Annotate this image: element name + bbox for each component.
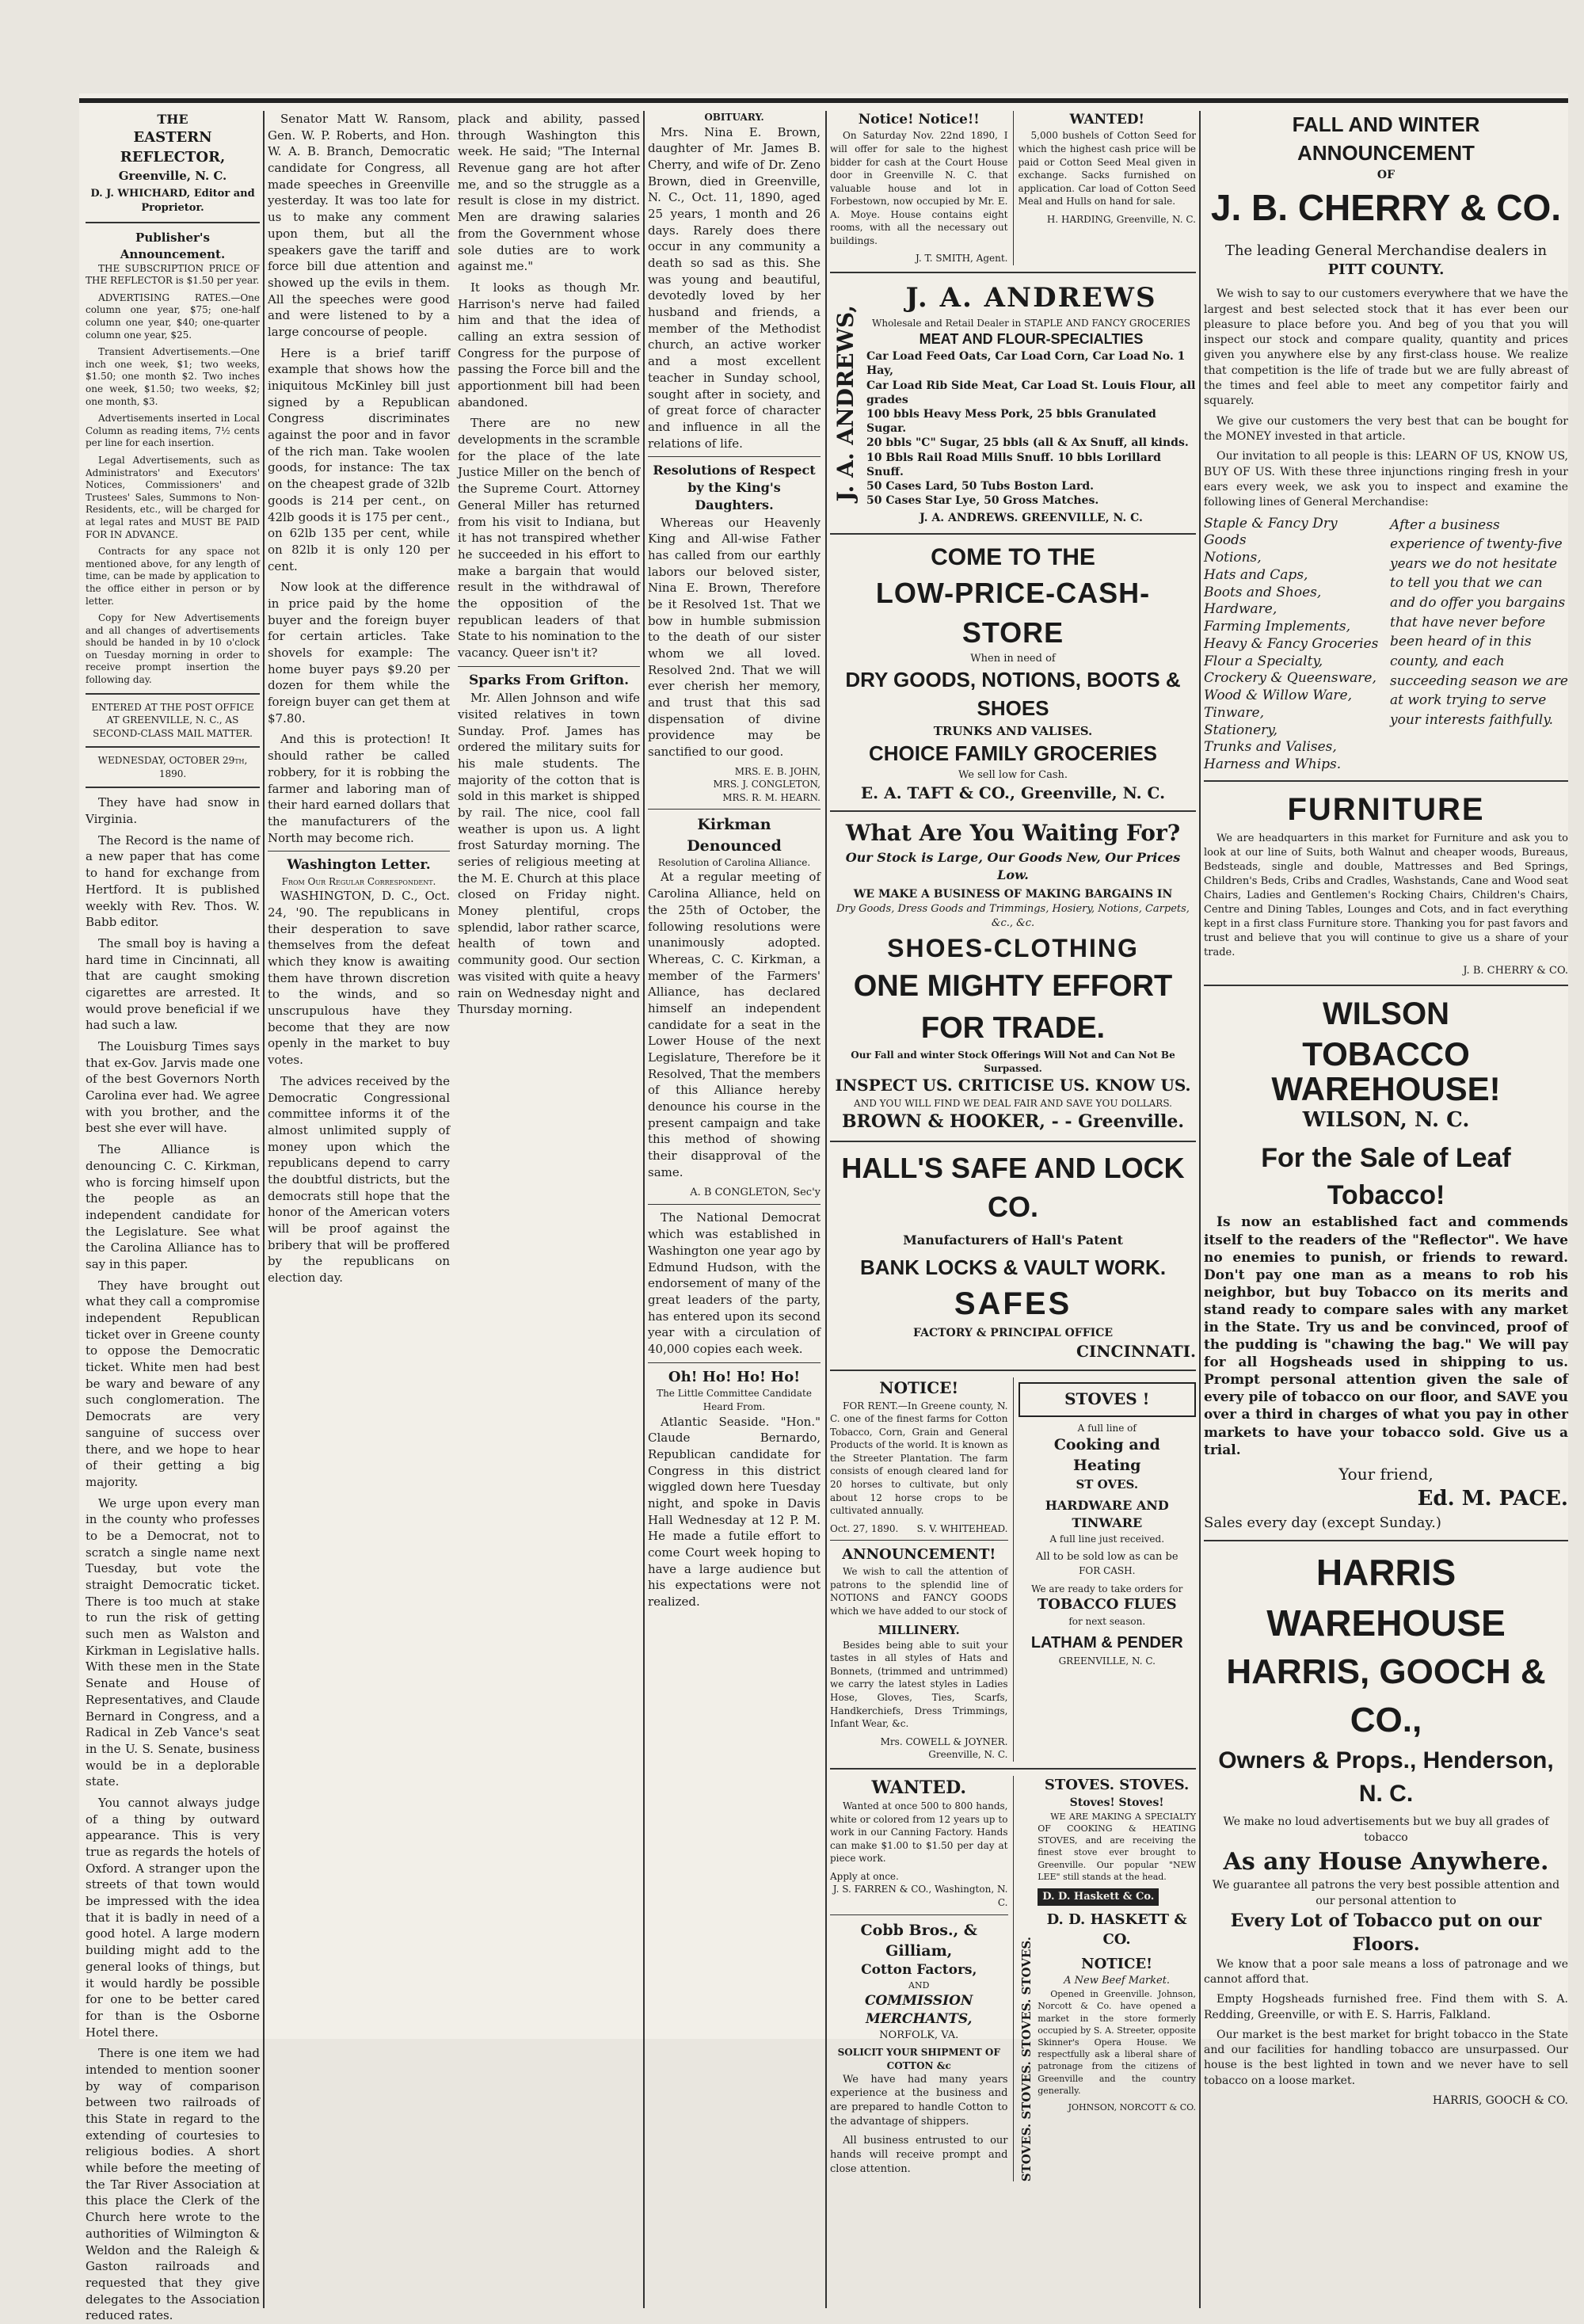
column-4 [830, 111, 1196, 2308]
washington-letter-sub: From Our Regular Correspondent. [281, 875, 436, 887]
notice-body: On Saturday Nov. 22nd 1890, I will offer for sale to the highest bidder for cash at the Court House door in Greenville N. C. that valuable house and lot in Forbestown, now occupied by Mr. E. A. Moye. House contains eight rooms, with all the necessary out buildings. [830, 130, 1008, 246]
andrews-item: 20 bbls "C" Sugar, 25 bbls (all & Ax Snuff, all kinds. [866, 436, 1189, 450]
harris-know: We know that a poor sale means a loss of patronage and we cannot afford that. [1204, 1957, 1568, 1986]
cobb-body: We have had many years experience at the business and are prepared to handle Cotton to the advantage of shippers. [830, 2073, 1008, 2128]
merch-line: Trunks and Valises, [1204, 739, 1337, 756]
wilson-signer: Ed. M. PACE. [1417, 1487, 1568, 1511]
masthead-paper: EASTERN REFLECTOR, [120, 129, 226, 166]
paragraph: Here is a brief tariff example that shows how the iniquitous McKinley bill just signed by a Republican Congress discriminates against the poor and in favor of the rich man. Take woolen goods, for instance: The tax on the cheapest grade of 32lb goods is 214 per cent., on 42lb goods it is 175 per cent., on 62lb 135 per cent, while on 82lb it is only 120 per cent. [268, 345, 450, 573]
taft-name: E. A. TAFT & CO., Greenville, N. C. [860, 783, 1166, 802]
oh-sub: The Little Committee Candidate Heard From. [657, 1388, 812, 1413]
notice3-body: Opened in Greenville. Johnson, Norcott & Co. have opened a market in the store formerly occupied by S. A. Streeter, opposite Skinner's Opera House. We respectfully ask a liberal share of patronage from the citizens of Greenville and the country generally. [1038, 1989, 1196, 2096]
cherry-of: OF [1376, 168, 1396, 181]
brown-fair: AND YOU WILL FIND WE DEAL FAIR AND SAVE YOU DOLLARS. [854, 1097, 1172, 1109]
andrews-item: 100 bbls Heavy Mess Pork, 25 bbls Granulated Sugar. [866, 407, 1156, 436]
signer: MRS. E. B. JOHN, [734, 765, 821, 777]
taft-store: LOW-PRICE-CASH-STORE [875, 576, 1151, 649]
notice2-date: Oct. 27, 1890. [830, 1522, 899, 1534]
haskett-vertical: STOVES. STOVES. STOVES. STOVES. [1019, 1936, 1034, 2182]
annc-body: We wish to call the attention of patrons to the splendid line of NOTIONS and FANCY GOODS which we have added to our stock of [830, 1565, 1008, 1617]
paragraph: Atlantic Seaside. "Hon." Claude Bernardo, Republican candidate for Congress in this district wiggled down here Tuesday night, and spoke in Davis Hall Wednesday at 12 P. M. He made a futile effort to come Court week hoping to have a large audience but his expectations were not realized. [648, 1414, 821, 1610]
furniture-title: FURNITURE [1287, 791, 1485, 827]
announcement-local: Advertisements inserted in Local Column as reading items, 7½ cents per line for each insertion. [86, 413, 260, 449]
haskett-sub: Stoves! Stoves! [1069, 1796, 1164, 1809]
stoves-cook: Cooking and Heating [1053, 1436, 1160, 1475]
harris-every: Every Lot of Tobacco put on our Floors. [1230, 1910, 1542, 1956]
paragraph: The small boy is having a hard time in Cincinnati, all that are caught smoking cigarettes are arrested. It would prove beneficial if we had such a law. [86, 935, 260, 1033]
wilson-title: WILSON [1323, 996, 1449, 1032]
announcement-copy: Copy for New Advertisements and all changes of advertisements should be handed in by 10 o'clock on Tuesday morning in order to receive prompt insertion the following day. [86, 612, 260, 686]
annc-title: ANNOUNCEMENT! [842, 1546, 996, 1564]
andrews-item: 50 Cases Lard, 50 Tubs Boston Lard. [866, 479, 1095, 493]
haskett-firm2: D. D. HASKETT & CO. [1046, 1911, 1187, 1948]
haskett-body: WE ARE MAKING A SPECIALTY OF COOKING & HEATING STOVES, and are receiving the finest stove ever brought to Greenville. Our popular "NEW LEE" still stands at the head. [1038, 1811, 1196, 1882]
stoves-ready: We are ready to take orders for [1031, 1583, 1183, 1594]
andrews-footer: J. A. ANDREWS. GREENVILLE, N. C. [920, 512, 1143, 525]
haskett-firm: D. D. Haskett & Co. [1038, 1888, 1159, 1906]
stoves-flues: TOBACCO FLUES [1037, 1596, 1177, 1613]
cobb-sub: Cotton Factors, [861, 1961, 977, 1978]
merch-line: Harness and Whips. [1204, 756, 1342, 773]
stoves-cash: FOR CASH. [1079, 1564, 1136, 1576]
merch-line: Tinware, [1204, 704, 1265, 721]
taft-dry: DRY GOODS, NOTIONS, BOOTS & SHOES [845, 668, 1181, 721]
cobb-solicit: SOLICIT YOUR SHIPMENT OF COTTON &c [837, 2047, 1000, 2071]
merch-line: Notions, [1204, 550, 1262, 566]
brown-business: WE MAKE A BUSINESS OF MAKING BARGAINS IN [853, 887, 1173, 901]
paragraph: At a regular meeting of Carolina Alliance, held on the 25th of October, the following resolutions were unanimously adopted. Whereas, C. C. Kirkman, a member of the Farmers' Alliance, has declared himself an independent candidate for a seat in the Lower House of the next Legislature, Therefore be it Resolved, That the members of this Alliance hereby denounce his course in the present campaign and take this method of showing their disapproval of the same. [648, 870, 821, 1179]
paragraph: The National Democrat which was established in Washington one year ago by Edmund Hudson, with the endorsement of many of the great leaders of the party, has entered upon its second year with a circulation of 40,000 copies each week. [648, 1210, 821, 1356]
notice3-signer: JOHNSON, NORCOTT & CO. [1068, 2101, 1196, 2113]
halls-city: CINCINNATI. [1076, 1342, 1196, 1362]
taft-come: COME TO THE [931, 543, 1095, 570]
wilson-sale: For the Sale of Leaf Tobacco! [1261, 1142, 1511, 1210]
wanted2-signer: J. S. FARREN & CO., Washington, N. C. [832, 1884, 1008, 1908]
paragraph: You cannot always judge of a thing by outward appearance. This is very true as regards the hotels of Oxford. A stranger upon the streets of that town would be impressed with the idea that it is badly in need of a good hotel. A large modern building might add to the general looks of things, but it would hardly be possible for one to be better cared for than is the Osborne Hotel there. [86, 1795, 260, 2040]
notice3-sub: A New Beef Market. [1064, 1975, 1171, 1987]
taft-groceries: CHOICE FAMILY GROCERIES [868, 741, 1158, 765]
cobb-title: Cobb Bros., & Gilliam, [860, 1921, 977, 1960]
stoves-firm: LATHAM & PENDER [1030, 1634, 1183, 1652]
wilson-city: WILSON, N. C. [1302, 1107, 1470, 1132]
annc-more: Besides being able to suit your tastes in all styles of Hats and Bonnets, (trimmed and untrimmed) we carry the latest styles in Ladies Hose, Gloves, Ties, Scarfs, Handkerchiefs, Dress Trimmings, Infant Wear, &c. [830, 1639, 1008, 1730]
kirkman-heading: Kirkman Denounced [687, 816, 782, 855]
wilson-daily: Sales every day (except Sunday.) [1204, 1514, 1441, 1532]
notice2-signer: S. V. WHITEHEAD. [916, 1522, 1008, 1534]
merch-line: Crockery & Queensware, [1204, 670, 1376, 687]
top-rule [79, 98, 1568, 103]
merch-line: Hardware, [1204, 601, 1277, 618]
halls-factory: FACTORY & PRINCIPAL OFFICE [912, 1327, 1114, 1340]
taft-trunks: TRUNKS AND VALISES. [933, 724, 1093, 738]
cherry-experience: After a business experience of twenty-five years we do not hesitate to tell you that we can and do offer you bargains that have never before been heard of in this county, and each succeeding season we are at work trying to serve your interests faithfully. [1390, 516, 1568, 728]
obituary-heading: OBITUARY. [704, 112, 764, 123]
harris-signer: HARRIS, GOOCH & CO. [1432, 2094, 1568, 2108]
brown-shoes: SHOES-CLOTHING [887, 934, 1139, 963]
kirkman-sub: Resolution of Carolina Alliance. [657, 856, 811, 868]
brown-inspect: INSPECT US. CRITICISE US. KNOW US. [835, 1076, 1191, 1095]
notice2-body: FOR RENT.—In Greene county, N. C. one of the finest farms for Cotton Tobacco, Corn, Grain and General Products of the world. It is known as the Streeter Plantation. The farm consists of enough cleared land for 20 horses to cultivate, but only about 12 horse crops to be cultivated annually. [830, 1400, 1008, 1517]
wanted2-title: WANTED. [871, 1777, 967, 1798]
column-divider [263, 111, 265, 2308]
paragraph: The Alliance is denouncing C. C. Kirkman, who is forcing himself upon the people as an independent candidate for the Legislature. See what the Carolina Alliance has to say in this paper. [86, 1142, 260, 1271]
halls-title: HALL'S SAFE AND LOCK CO. [841, 1151, 1185, 1224]
paragraph: The Record is the name of a new paper that has come to hand for exchange from Hertford. It is published weekly with Rev. Thos. W. Babb editor. [86, 832, 260, 930]
harris-any: As any House Anywhere. [1223, 1847, 1549, 1876]
harris-title: HARRIS WAREHOUSE [1266, 1552, 1506, 1644]
merch-line: Hats and Caps, [1204, 566, 1308, 583]
brown-name: BROWN & HOOKER, - - Greenville. [841, 1111, 1185, 1133]
annc-millinery: MILLINERY. [878, 1623, 960, 1638]
paragraph: We urge upon every man in the county who professes to be a Democrat, not to scratch a single name next Tuesday, but vote the straight Democratic ticket. There is too much at stake to run the risk of getting such men as Walston and Kirkman in Legislative halls. With these men in the State Senate and House of Representatives, and Claude Bernard in Congress, and a Radical in Zeb Vance's seat in the U. S. Senate, business would be in a deplorable state. [86, 1495, 260, 1789]
announcement-heading: Publisher's Announcement. [120, 230, 226, 261]
wanted-body: 5,000 bushels of Cotton Seed for which the highest cash price will be paid or Cotton Seed Meal given in exchange. Sacks furnished on application. Car load of Cotton Seed Meal and Hulls on hand for sale. [1018, 130, 1196, 208]
column-divider [643, 111, 645, 2308]
haskett-stoves: STOVES. STOVES. [1044, 1776, 1190, 1793]
paragraph: The Louisburg Times says that ex-Gov. Jarvis made one of the best Governors North Carolina ever had. We agree with you brother, and the best she ever will have. [86, 1039, 260, 1136]
paragraph: Mr. Allen Johnson and wife visited relatives in town Sunday. Prof. James has ordered the military suits for his male students. The majority of the cotton that is sold in this market is shipped by rail. The nice, cool fall weather is upon us. A light frost Saturday morning. The series of religious meeting at the M. E. Church at this place closed on Friday night. Money plentiful, crops splendid, labor rather scarce, health of town and community good. Our section was visited with quite a heavy rain on Wednesday night and Thursday morning. [458, 691, 640, 1017]
brown-offering: Our Fall and winter Stock Offerings Will Not and Can Not Be Surpassed. [851, 1050, 1175, 1074]
wanted2-apply: Apply at once. [830, 1870, 899, 1882]
brown-waiting: What Are You Waiting For? [845, 820, 1181, 847]
masthead-place: Greenville, N. C. [118, 168, 227, 183]
wanted-signer: H. HARDING, Greenville, N. C. [1046, 213, 1196, 225]
harris-loud: We make no loud advertisements but we buy all grades of tobacco [1223, 1815, 1549, 1844]
signer: MRS. R. M. HEARN. [722, 791, 821, 803]
halls-safes: SAFES [954, 1286, 1072, 1321]
stoves-next: for next season. [1068, 1615, 1146, 1627]
cherry-invite: Our invitation to all people is this: LEARN OF US, KNOW US, BUY OF US. With these three injunctions ringing fresh in your ears every week, we ask you to inspect and examine the following lines of General Merchandise: [1204, 450, 1568, 509]
halls-mfr: Manufacturers of Hall's Patent [903, 1232, 1123, 1248]
merch-line: Staple & Fancy Dry Goods [1204, 515, 1338, 549]
notice-heading: Notice! Notice!! [858, 112, 980, 128]
merch-line: Wood & Willow Ware, [1204, 688, 1353, 704]
wanted2-body: Wanted at once 500 to 800 hands, white or colored from 12 years up to work in our Canning Factory. Hands can make $1.00 to $1.50 per day at piece work. [830, 1800, 1008, 1865]
stoves-city: GREENVILLE, N. C. [1058, 1655, 1156, 1667]
andrews-item: 50 Cases Star Lye, 50 Gross Matches. [866, 494, 1099, 508]
paragraph: There are no new developments in the scramble for the place of the late Justice Miller on the bench of the Supreme Court. Attorney General Miller has returned from his visit to Indiana, but it has not transpired whether he succeeded in his effort to make a bargain that would result in the withdrawal of the opposition of the republican leaders of that State to his nomination to the vacancy. Queer isn't it? [458, 416, 640, 660]
paragraph: And this is protection! It should rather be called robbery, for it is robbing the farmer and laboring man of their hard earned dollars that the manufacturers of the North may become rich. [268, 732, 450, 845]
stoves-hw: HARDWARE AND TINWARE [1045, 1498, 1169, 1531]
paragraph: Senator Matt W. Ransom, Gen. W. P. Roberts, and Hon. W. A. B. Branch, Democratic candidate for Congress, all made speeches in Greenville yesterday. It was too late for us to make any comment upon them, but all the speakers gave the tariff and force bill due attention and showed up the evils in them. All the speeches were good and were listened to by a large concourse of people. [268, 112, 450, 339]
column-5 [1204, 111, 1568, 2308]
harris-firm: HARRIS, GOOCH & CO., [1226, 1652, 1546, 1739]
kirkman-signer: A. B CONGLETON, Sec'y [690, 1186, 821, 1198]
harris-owners: Owners & Props., Henderson, N. C. [1218, 1747, 1554, 1807]
paragraph: Mrs. Nina E. Brown, daughter of Mr. James B. Cherry, and wife of Dr. Zeno Brown, died in Greenville, N. C., Oct. 11, 1890, aged 25 years, 1 month and 26 days. Rarely does there occur in any community a death so sad as this. She was young and beautiful, devotedly loved by her husband and friends, a member of the Methodist church, an active worker and a most excellent teacher in Sunday school, sought after in society, and of great force of character and influence in all the relations of life. [648, 124, 821, 451]
column-3 [648, 111, 821, 2308]
andrews-item: Car Load Rib Side Meat, Car Load St. Louis Flour, all grades [866, 379, 1196, 406]
announcement-rates: ADVERTISING RATES.—One column one year, $75; one-half column one year, $40; one-quarter column one year, $25. [86, 291, 260, 341]
brown-goods: Dry Goods, Dress Goods and Trimmings, Hosiery, Notions, Carpets, &c., &c. [836, 903, 1190, 930]
furniture-body: We are headquarters in this market for Furniture and ask you to look at our line of Suits, both Walnut and cheaper woods, Bureaus, Bedsteads, single and double, Mattresses and Bed Springs, Children's Beds, Cribs and Cradles, Washstands, Cane and Wood seat Chairs, Ladies and Gentlemen's Rocking Chairs, Children's Chairs, Centre and Dining Tables, Lounges and Cots, and in fact everything kept in a first class Furniture store. Thanking you for past favors and trust and believe that you will continue to give us a share of your trade. [1204, 832, 1568, 958]
cobb-and: AND [908, 1980, 930, 1991]
andrews-sub: Wholesale and Retail Dealer in STAPLE AND FANCY GROCERIES [872, 317, 1190, 329]
oh-heading: Oh! Ho! Ho! Ho! [668, 1368, 801, 1385]
column-divider [1199, 111, 1201, 2308]
entry-notice: ENTERED AT THE POST OFFICE AT GREENVILLE, N. C., AS SECOND-CLASS MAIL MATTER. [91, 701, 254, 739]
brown-stock: Our Stock is Large, Our Goods New, Our Prices Low. [845, 849, 1181, 882]
cobb-comm: COMMISSION MERCHANTS, [865, 1992, 973, 2028]
sparks-heading: Sparks From Grifton. [468, 672, 630, 688]
issue-date: WEDNESDAY, OCTOBER 29th, 1890. [97, 755, 248, 779]
stoves-sold: All to be sold low as can be [1035, 1551, 1178, 1564]
paragraph: Now look at the difference in price paid by the home buyer and the foreign buyer for certain articles. Take shovels for example: The home buyer pays $9.20 per dozen for them while the foreign buyer can get them at $7.80. [268, 580, 450, 726]
taft-when: When in need of [970, 653, 1056, 665]
column-2 [268, 111, 640, 2308]
paragraph: The advices received by the Democratic Congressional committee informs it of the almost unlimited supply of money upon which the republicans depend to carry the doubtful districts, but the democrats still hope that the honor of the American voters will be proof against the bribery that will be proffered by the republicans on election day. [268, 1073, 450, 1286]
signer: MRS. J. CONGLETON, [713, 779, 821, 791]
furniture-signer: J. B. CHERRY & CO. [1463, 965, 1568, 977]
paragraph: They have had snow in Virginia. [86, 795, 260, 827]
cherry-name: J. B. CHERRY & CO. [1210, 187, 1562, 229]
merch-line: Stationery, [1204, 722, 1278, 738]
brown-effort: ONE MIGHTY EFFORT FOR TRADE. [853, 970, 1173, 1045]
announcement-legal: Legal Advertisements, such as Administrators' and Executors' Notices, Commissioners' and Trustees' Sales, Summons to Non-Residents, etc., will be charged for at legal rates and MUST BE PAID FOR IN ADVANCE. [86, 454, 260, 540]
halls-bank: BANK LOCKS & VAULT WORK. [859, 1255, 1167, 1280]
wilson-warehouse: TOBACCO WAREHOUSE! [1271, 1034, 1501, 1107]
paragraph: WASHINGTON, D. C., Oct. 24, '90. The republicans in their desperation to save themselves from the defeat which they know is awaiting them have thrown discretion to the winds, and so unscrupulous have they become that they are now openly in the market to buy votes. [268, 889, 450, 1068]
stoves-title: STOVES ! [1019, 1382, 1197, 1417]
stoves-hwsub: A full line just received. [1049, 1533, 1165, 1545]
paragraph: It looks as though Mr. Harrison's nerve had failed him and that the idea of calling an extra session of Congress for the purpose of passing the Force bill and the apportionment bill had been abandoned. [458, 280, 640, 410]
stoves-line: A full line of [1077, 1422, 1137, 1434]
notice2-title: NOTICE! [879, 1378, 959, 1398]
taft-sell: We sell low for Cash. [958, 768, 1068, 781]
andrews-meat: MEAT AND FLOUR-SPECIALTIES [919, 331, 1144, 348]
column-divider [825, 111, 827, 2308]
merch-line: Farming Implements, [1204, 619, 1350, 635]
paragraph: There is one item we had intended to mention sooner by way of comparison between two railroads of this State in regard to the extending of courtesies to religious bodies. A short while before the meeting of the Tar River Association at this place the Clerk of the Church here wrote to the authorities of Wilmington & Weldon and the Raleigh & Gaston railroads and requested that they give delegates to the Association reduced rates. [86, 2046, 260, 2323]
cherry-county: PITT COUNTY. [1327, 261, 1445, 279]
andrews-vertical: J. A. ANDREWS, [832, 304, 859, 501]
cherry-money: We give our customers the very best that can be bought for the MONEY invested in that article. [1204, 414, 1568, 443]
merch-line: Flour a Specialty, [1204, 653, 1323, 669]
merch-line: Boots and Shoes, [1204, 584, 1322, 600]
harris-empty: Empty Hogsheads furnished free. Find them with S. A. Redding, Greenville, or with E. S. Harris, Falkland. [1204, 1993, 1568, 2021]
paragraph: plack and ability, passed through Washington this week. He said; "The Internal Revenue gang are hot after me, and so the struggle as a result is close in my district. Men are drawing salaries from the Government whose sole duties are to work against me." [458, 112, 640, 274]
column-1 [86, 111, 260, 2323]
masthead-the: THE [157, 112, 188, 127]
paragraph: Whereas our Heavenly King and All-wise Father has called from our earthly labors our beloved sister, Nina E. Brown, Therefore be it Resolved 1st. That we bow in humble submission to the death of our sister whom we all loved. Resolved 2nd. That we will ever cherish her memory, and trust that this sad dispensation of divine providence may be sanctified to our good. [648, 515, 821, 760]
cobb-close: All business entrusted to our hands will receive prompt and close attention. [830, 2135, 1008, 2176]
cherry-body: We wish to say to our customers everywhere that we have the largest and best selected stock that it has ever been our pleasure to place before you. And beg of you that you will inspect our stock and compare quality, quantity and prices given you anywhere else by any first-class house. We realize that competition is the life of trade but we are fully abreast of the times and feel able to meet any competitor fairly and squarely. [1204, 288, 1568, 408]
andrews-item: 10 Bbls Rail Road Mills Snuff. 10 bbls Lorillard Snuff. [866, 451, 1161, 478]
washington-letter-heading: Washington Letter. [287, 857, 431, 874]
merch-line: Heavy & Fancy Groceries [1204, 635, 1379, 652]
paragraph: They have brought out what they call a compromise independent Republican ticket over in Greene county to oppose the Democratic ticket. White men had best be wary and beware of any such conglomeration. The Democrats are very sanguine of success over there, and we hope to hear of their getting a big majority. [86, 1278, 260, 1489]
resolutions-heading: Resolutions of Respect by the King's Daughters. [653, 463, 816, 513]
wilson-friend: Your friend, [1338, 1464, 1434, 1484]
wilson-body: Is now an established fact and commends itself to the readers of the "Reflector". We have no enemies to punish, or friends to reward. Don't pay one man as a means to rob his neighbor, but buy Tobacco on its merits and stand ready to compare sales with any market in the State. Try us and be convinced, proof of the pudding is "chawing the bag." We will pay for all Hogsheads used in shipping to us. Prompt personal attention given the sale of every pile of tobacco on our floor, and SAVE you over a third in charges of what you pay in other markets to have your tobacco sold. Give us a trial. [1204, 1214, 1568, 1458]
notice3-title: NOTICE! [1081, 1955, 1153, 1972]
andrews-item: Car Load Feed Oats, Car Load Corn, Car Load No. 1 Hay, [866, 350, 1186, 378]
announcement-body: THE SUBSCRIPTION PRICE OF THE REFLECTOR is $1.50 per year. [86, 262, 260, 287]
announcement-transient: Transient Advertisements.—One inch one week, $1; two weeks, $1.50; one month $2. Two inches one week, $1.50; two weeks, $2; one month, $3. [86, 346, 260, 407]
cherry-leading: The leading General Merchandise dealers in [1224, 242, 1548, 259]
annc-signer: Mrs. COWELL & JOYNER. Greenville, N. C. [880, 1735, 1008, 1761]
wanted-heading: WANTED! [1069, 112, 1145, 128]
stoves-st: ST OVES. [1076, 1476, 1139, 1492]
notice-signer: J. T. SMITH, Agent. [915, 253, 1008, 265]
announcement-contracts: Contracts for any space not mentioned above, for any length of time, can be made by application to the office either in person or by letter. [86, 546, 260, 607]
masthead-editor: D. J. WHICHARD, Editor and Proprietor. [90, 188, 255, 215]
harris-guarantee: We guarantee all patrons the very best possible attention and our personal attention to [1212, 1879, 1560, 1907]
andrews-title: J. A. ANDREWS [905, 281, 1157, 314]
cobb-city: NORFOLK, VA. [879, 2029, 959, 2042]
harris-market: Our market is the best market for bright tobacco in the State and our facilities for handling tobacco are unsurpassed. Our house is the best lighted in town and we never have to sell tobacco on a loose market. [1204, 2028, 1568, 2087]
cherry-heading: FALL AND WINTER ANNOUNCEMENT [1292, 112, 1480, 165]
